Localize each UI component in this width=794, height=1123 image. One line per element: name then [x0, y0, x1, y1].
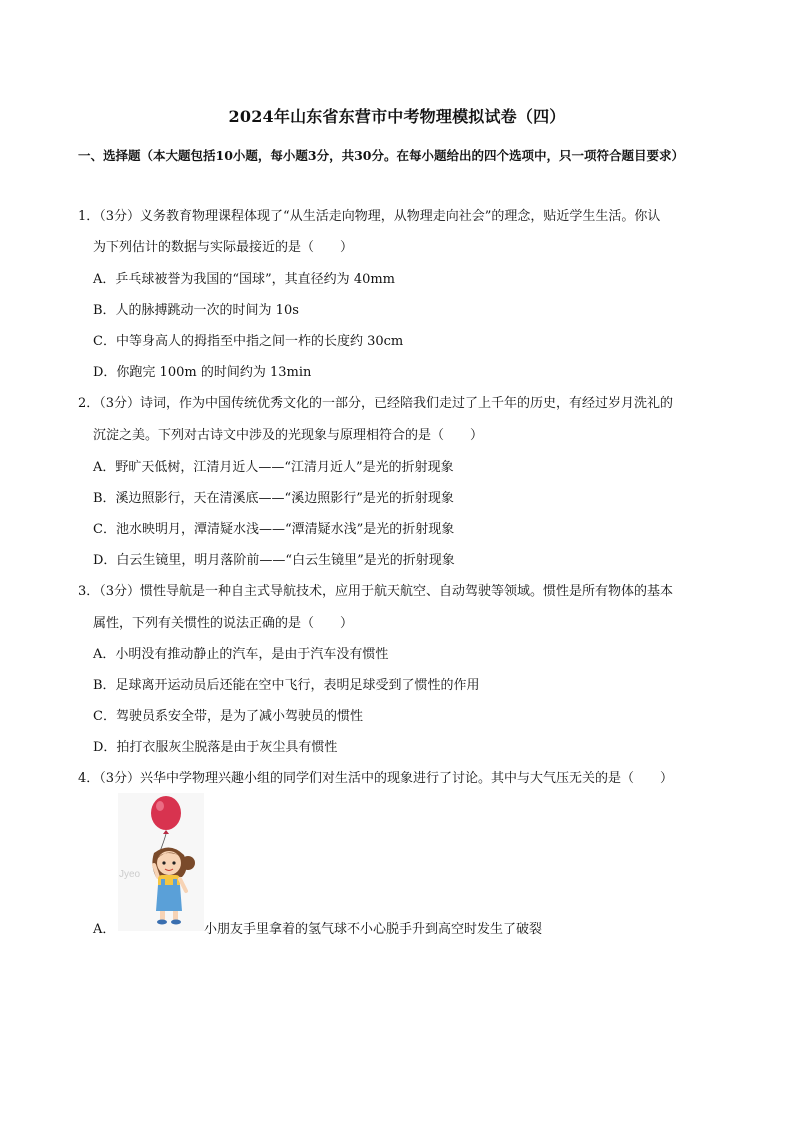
- section-heading: 一、选择题（本大题包括10小题，每小题3分，共30分。在每小题给出的四个选项中，只一项符合题目要求）: [78, 148, 684, 163]
- balloon-girl-icon: [118, 793, 204, 931]
- question-1-option-a: A．乒乓球被誉为我国的“国球”，其直径约为 40mm: [93, 272, 396, 287]
- question-2-option-c: C．池水映明月，潭清疑水浅——“潭清疑水浅”是光的折射现象: [93, 522, 455, 537]
- question-2-option-d: D．白云生镜里，明月落阶前——“白云生镜里”是光的折射现象: [93, 553, 455, 568]
- svg-text:Jyeo: Jyeo: [119, 869, 141, 880]
- question-1-stem: 1．（3分）义务教育物理课程体现了“从生活走向物理，从物理走向社会”的理念，贴近学生生活。你认: [78, 209, 661, 224]
- question-2-stem: 2．（3分）诗词，作为中国传统优秀文化的一部分，已经陪我们走过了上千年的历史，有经过岁月洗礼的: [78, 396, 674, 411]
- question-1-stem-cont: 为下列估计的数据与实际最接近的是（ ）: [93, 240, 354, 255]
- question-2-option-a: A．野旷天低树，江清月近人——“江清月近人”是光的折射现象: [93, 460, 454, 475]
- balloon-girl-illustration: [118, 793, 204, 931]
- question-3-stem: 3．（3分）惯性导航是一种自主式导航技术，应用于航天航空、自动驾驶等领域。惯性是所有物体的基本: [78, 584, 674, 599]
- question-4-option-a-text: 小朋友手里拿着的氢气球不小心脱手升到高空时发生了破裂: [204, 922, 543, 937]
- question-3-option-c: C．驾驶员系安全带，是为了减小驾驶员的惯性: [93, 709, 363, 724]
- question-1-option-d: D．你跑完 100m 的时间约为 13min: [93, 365, 312, 380]
- question-1-option-b: B．人的脉搏跳动一次的时间为 10s: [93, 303, 299, 318]
- question-1-option-c: C．中等身高人的拇指至中指之间一柞的长度约 30cm: [93, 334, 404, 349]
- question-4-stem: 4．（3分）兴华中学物理兴趣小组的同学们对生活中的现象进行了讨论。其中与大气压无关的是（ ）: [78, 771, 674, 786]
- question-2-stem-cont: 沉淀之美。下列对古诗文中涉及的光现象与原理相符合的是（ ）: [93, 428, 484, 443]
- question-3-option-d: D．拍打衣服灰尘脱落是由于灰尘具有惯性: [93, 740, 338, 755]
- question-4-option-a-label: A．: [93, 922, 116, 937]
- question-3-option-a: A．小明没有推动静止的汽车，是由于汽车没有惯性: [93, 647, 389, 662]
- question-2-option-b: B．溪边照影行，天在清溪底——“溪边照影行”是光的折射现象: [93, 491, 454, 506]
- page-title: 2024年山东省东营市中考物理模拟试卷（四）: [228, 107, 566, 126]
- question-3-stem-cont: 属性，下列有关惯性的说法正确的是（ ）: [93, 616, 354, 631]
- question-3-option-b: B．足球离开运动员后还能在空中飞行，表明足球受到了惯性的作用: [93, 678, 480, 693]
